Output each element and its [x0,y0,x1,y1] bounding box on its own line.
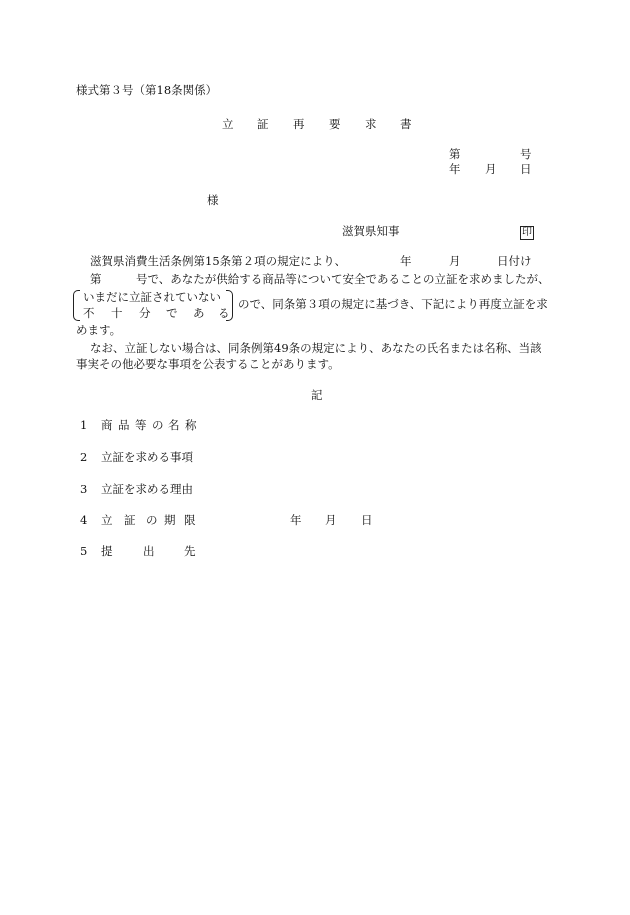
body-line3: ので、同条第３項の規定に基づき、下記により再度立証を求 [238,297,548,311]
item-reason: 立証を求める理由 [101,482,193,496]
item-matters: 立証を求める事項 [101,450,193,464]
addressee-sama: 様 [207,193,219,207]
item-number: 1 [80,418,88,432]
body-line2: 号で、あなたが供給する商品等について安全であることの立証を求めましたが、 [136,272,550,286]
bracket-left [73,290,80,321]
title-char: 再 [293,117,305,131]
body-line1-month: 月 [449,254,461,268]
body-line1-year: 年 [400,254,412,268]
option-b-char: あ [193,306,205,320]
option-b-char: で [166,306,178,320]
title-char: 立 [222,117,234,131]
item4-day: 日 [361,513,373,527]
body-line1-dated: 日付け [497,254,532,268]
body-line4: めます。 [76,323,122,337]
item4-month: 月 [325,513,337,527]
sender-name: 滋賀県知事 [342,224,400,238]
item1-char: 品 [118,418,130,432]
ref-dai: 第 [449,147,461,161]
title-char: 要 [329,117,341,131]
item5-char: 先 [184,544,196,558]
item4-char: 立 [101,513,113,527]
option-b-char: 十 [111,306,123,320]
item5-char: 提 [101,544,113,558]
item1-char: の [152,418,164,432]
item4-char: 限 [184,513,196,527]
item-number: 2 [80,450,88,464]
body-para2-line1: なお、立証しない場合は、同条例第49条の規定により、あなたの氏名または名称、当該 [90,341,542,355]
item4-char: の [146,513,158,527]
item5-char: 出 [143,544,155,558]
option-b-char: 分 [139,306,151,320]
ki-heading: 記 [311,388,323,402]
choice-option-a: いまだに立証されていない [83,290,221,304]
item4-year: 年 [290,513,302,527]
ref-go: 号 [520,147,532,161]
seal-mark: 印 [522,227,532,238]
item1-char: 名 [168,418,180,432]
title-char: 書 [400,117,412,131]
item4-char: 期 [164,513,176,527]
item4-char: 証 [124,513,136,527]
form-number: 様式第３号（第18条関係） [76,83,218,97]
item-number: 4 [80,513,88,527]
title-char: 求 [365,117,377,131]
body-line1: 滋賀県消費生活条例第15条第２項の規定により、 [90,254,347,268]
body-line2-dai: 第 [90,272,102,286]
ref-month: 月 [485,162,497,176]
item1-char: 商 [101,418,113,432]
item1-char: 称 [185,418,197,432]
item-number: 5 [80,544,88,558]
body-para2-line2: 事実その他必要な事項を公表することがあります。 [76,357,340,371]
item1-char: 等 [135,418,147,432]
item-number: 3 [80,482,88,496]
option-b-char: る [218,306,230,320]
title-char: 証 [257,117,269,131]
ref-day: 日 [520,162,532,176]
option-b-char: 不 [83,306,95,320]
ref-year: 年 [449,162,461,176]
